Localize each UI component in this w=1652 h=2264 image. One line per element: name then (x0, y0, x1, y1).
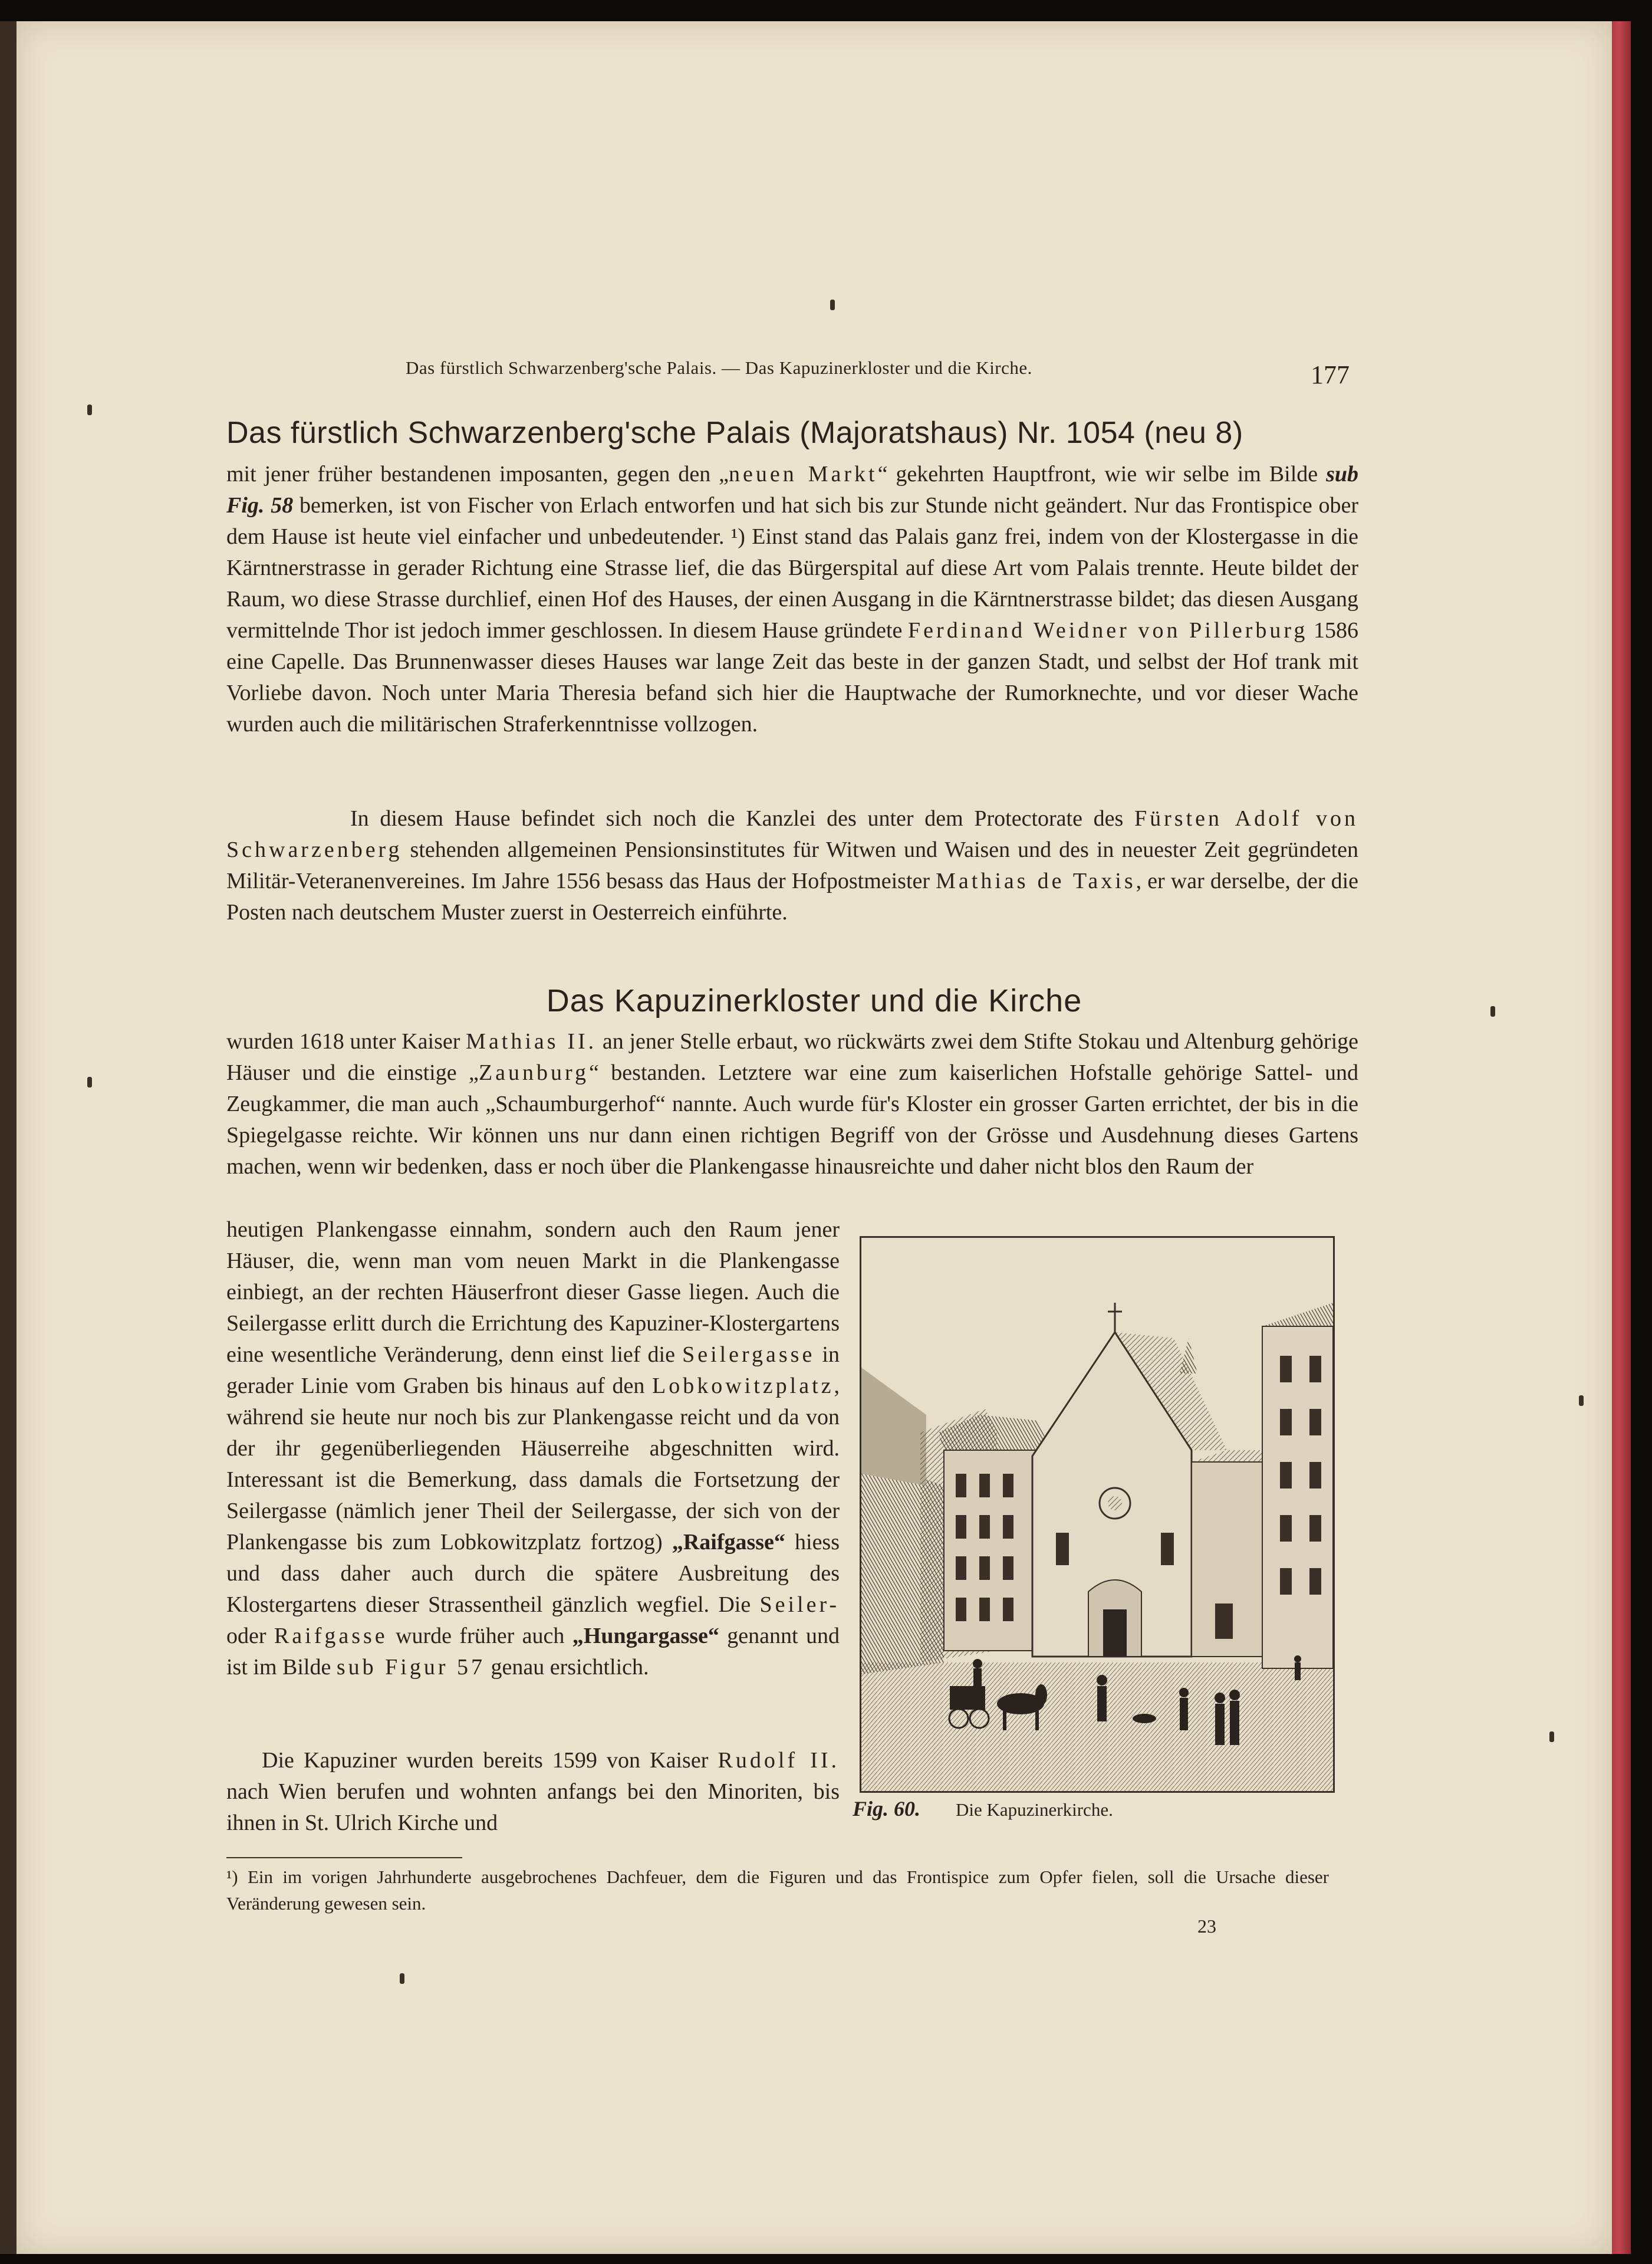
paragraph-palais-2: In diesem Hause befindet sich noch die Kanzlei des unter dem Protectorate des Fürsten Adolf von Schwarzenberg stehenden allgemeinen Pensionsinstitutes für Witwen und Waisen und des in neuester Zeit gegründeten Militär-Veteranenvereines. Im Jahre 1556 besass das Haus der Hofpostmeister Mathias de Taxis, er war derselbe, der die Posten nach deutschem Muster zuerst in Oesterreich einführte. (226, 806, 1358, 925)
red-page-edge (1612, 21, 1631, 2254)
ink-speck (1549, 1731, 1554, 1742)
book-page (17, 21, 1612, 2254)
church-engraving-illustration (861, 1238, 1333, 1791)
paragraph-kapuziner-3: Die Kapuziner wurden bereits 1599 von Kaiser Rudolf II. nach Wien berufen und wohnten anfangs bei den Minoriten, bis ihnen in St. Ulrich Kirche und (226, 1748, 840, 1835)
running-head: Das fürstlich Schwarzenberg'sche Palais. — Das Kapuzinerkloster und die Kirche. (406, 357, 1032, 378)
footnote-rule (226, 1857, 462, 1858)
book-binding (0, 21, 17, 2254)
page-number: 177 (1311, 360, 1350, 389)
ink-speck (1579, 1395, 1584, 1406)
figure-label: Fig. 60. (853, 1797, 921, 1821)
figure-caption-text: Die Kapuzinerkirche. (956, 1799, 1113, 1820)
ink-speck (400, 1973, 404, 1984)
section-heading-palais: Das fürstlich Schwarzenberg'sche Palais (Majoratshaus) Nr. 1054 (neu 8) (226, 416, 1243, 450)
footnote: ¹) Ein im vorigen Jahrhunderte ausgebrochenes Dachfeuer, dem die Figuren und das Frontispice zum Opfer fielen, soll die Ursache dieser Veränderung gewesen sein. (226, 1867, 1329, 1914)
signature-mark: 23 (1197, 1915, 1216, 1937)
paragraph-palais-1: mit jener früher bestandenen imposanten, gegen den „neuen Markt“ gekehrten Hauptfront, wie wir selbe im Bilde sub Fig. 58 bemerken, ist von Fischer von Erlach entworfen und hat sich bis zur Stunde nicht geändert. Nur das Frontispice ober dem Hause ist heute viel einfacher und unbedeutender. ¹) Einst stand das Palais ganz frei, indem von der Klostergasse in die Kärntnerstrasse in gerader Richtung eine Strasse lief, die das Bürgerspital auf diese Art vom Palais trennte. Heute bildet der Raum, wo diese Strasse durchlief, einen Hof des Hauses, der einen Ausgang in die Kärntnerstrasse bildet; das diesen Ausgang vermittelnde Thor ist jedoch immer geschlossen. In diesem Hause gründete Ferdinand Weidner von Pillerburg 1586 eine Capelle. Das Brunnenwasser dieses Hauses war lange Zeit das beste in der ganzen Stadt, und selbst der Hof trank mit Vorliebe davon. Noch unter Maria Theresia befand sich hier die Hauptwache der Rumorknechte, und vor dieser Wache wurden auch die militärischen Straferkenntnisse vollzogen. (226, 462, 1359, 737)
ink-speck (830, 300, 835, 310)
ink-speck (87, 1077, 92, 1087)
section-heading-kapuziner: Das Kapuzinerkloster und die Kirche (546, 983, 1082, 1018)
figure-reference: sub Fig. 58 (226, 462, 1358, 518)
paragraph-kapuziner-column: heutigen Plankengasse einnahm, sondern auch den Raum jener Häuser, die, wenn man vom neuen Markt in die Plankengasse einbiegt, an der rechten Häuserfront dieser Gasse liegen. Auch die Seilergasse erlitt durch die Errichtung des Kapuziner-Klostergartens eine wesentliche Veränderung, denn einst lief die Seilergasse in gerader Linie vom Graben bis hinaus auf den Lobkowitzplatz, während sie heute nur noch bis zur Plankengasse reicht und da von der ihr gegenüberliegenden Häuserreihe abgeschnitten wird. Interessant ist die Bemerkung, dass damals die Fortsetzung der Seilergasse (nämlich jener Theil der Seilergasse, der sich von der Plankengasse bis zum Lobkowitzplatz fortzog) „Raifgasse“ hiess und dass daher auch durch die spätere Ausbreitung des Klostergartens dieser Strassentheil gänzlich wegfiel. Die Seiler- oder Raifgasse wurde früher auch „Hungargasse“ genannt und ist im Bilde sub Figur 57 genau ersichtlich. (226, 1217, 840, 1680)
paragraph-kapuziner-1: wurden 1618 unter Kaiser Mathias II. an jener Stelle erbaut, wo rückwärts zwei dem Stifte Stokau und Altenburg gehörige Häuser und die einstige „Zaunburg“ bestanden. Letztere war eine zum kaiserlichen Hofstalle gehörige Sattel- und Zeugkammer, die man auch „Schaumburgerhof“ nannte. Auch wurde für's Kloster ein grosser Garten errichtet, der bis in die Spiegelgasse reichte. Wir können uns nur dann einen richtigen Begriff von der Grösse und Ausdehnung dieses Gartens machen, wenn wir bedenken, dass er noch über die Plankengasse hinausreichte und daher nicht blos den Raum der (226, 1029, 1358, 1179)
figure-kapuzinerkirche-engraving (860, 1236, 1335, 1793)
ink-speck (87, 405, 92, 415)
figure-caption (853, 1796, 1336, 1821)
